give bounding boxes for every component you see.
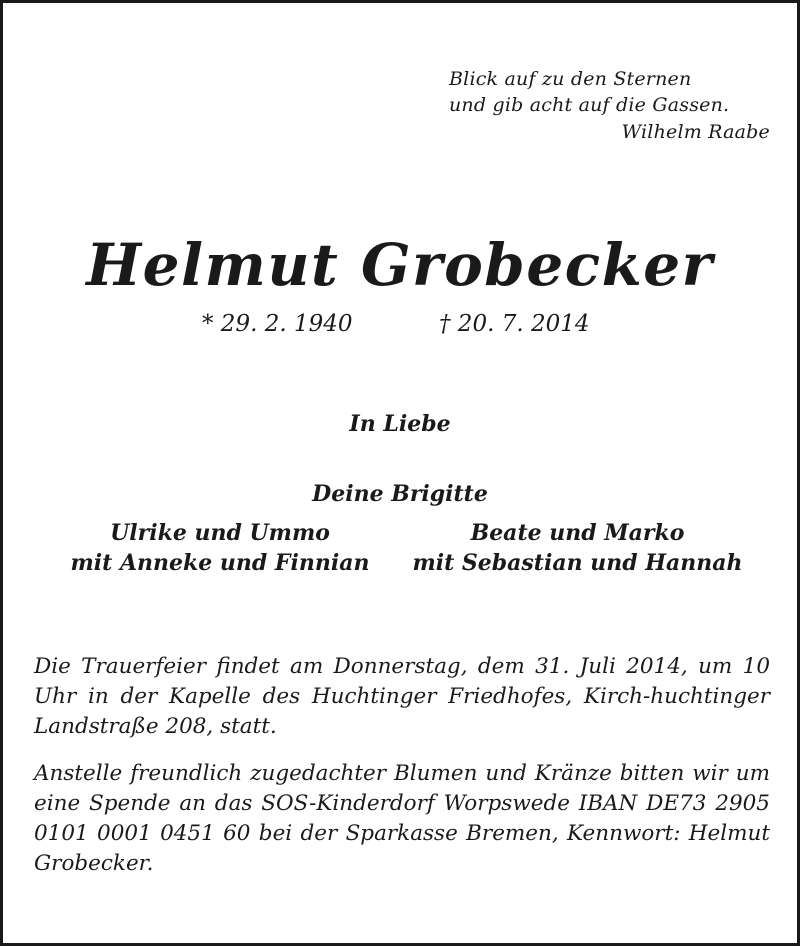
quote-line-2: und gib acht auf die Gassen. xyxy=(449,94,730,116)
death-date: † 20. 7. 2014 xyxy=(439,311,590,337)
epigraph-quote xyxy=(449,66,774,145)
quote-line-1: Blick auf zu den Sternen xyxy=(449,68,692,90)
mourner-right-line-1: Beate und Marko xyxy=(470,520,685,546)
mourner-right-line-2: mit Sebastian und Hannah xyxy=(412,550,743,576)
in-love-heading: In Liebe xyxy=(349,411,451,437)
mourner-left-line-1: Ulrike und Ummo xyxy=(110,520,330,546)
mourner-left-line-2: mit Anneke und Finnian xyxy=(70,550,370,576)
mourner-main: Deine Brigitte xyxy=(312,481,488,507)
donation-notice: Anstelle freundlich zugedachter Blumen und Kränze bitten wir um eine Spende an das SOS-Kinderdorf Worpswede IBAN DE73 2905 0101 0001 0451 60 bei der Sparkasse Bremen, Kennwort: Helmut Grobecker. xyxy=(34,761,770,876)
birth-date: * 29. 2. 1940 xyxy=(202,311,353,337)
deceased-name: Helmut Grobecker xyxy=(86,231,714,299)
funeral-notice: Die Trauerfeier findet am Donnerstag, dem 31. Juli 2014, um 10 Uhr in der Kapelle des Huchtinger Friedhofes, Kirch-huchtinger Landstraße 208, statt. xyxy=(34,654,770,739)
quote-author: Wilhelm Raabe xyxy=(621,121,770,143)
